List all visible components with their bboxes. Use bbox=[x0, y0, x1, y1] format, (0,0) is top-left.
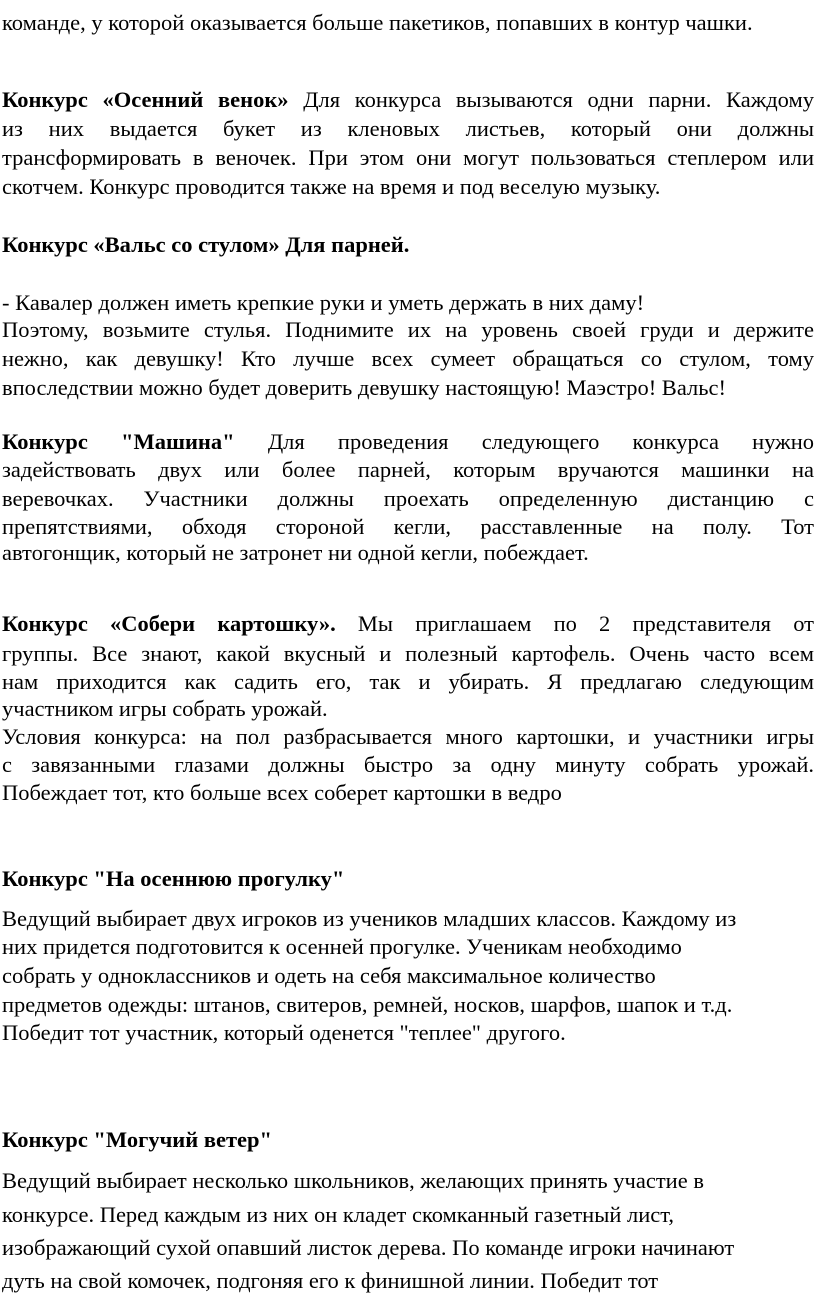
contest-title: Конкурс «Собери картошку». bbox=[2, 611, 336, 636]
text-line: собрать у одноклассников и одеть на себя максимальное количество bbox=[2, 963, 656, 988]
text-line: группы. Все знают, какой вкусный и полезный картофель. Очень часто всем bbox=[2, 641, 814, 666]
text-line: - Кавалер должен иметь крепкие руки и уметь держать в них даму! bbox=[2, 290, 645, 315]
text-line: задействовать двух или более парней, которым вручаются машинки на bbox=[2, 457, 814, 482]
text-line: команде, у которой оказывается больше пакетиков, попавших в контур чашки. bbox=[2, 10, 753, 35]
text-fragment: Для конкурса вызываются одни парни. Каждому bbox=[288, 87, 814, 112]
text-line: участником игры собрать урожай. bbox=[2, 696, 328, 721]
text-line: препятствиями, обходя стороной кегли, расставленные на полу. Тот bbox=[2, 514, 814, 539]
text-line: из них выдается букет из кленовых листьев, который они должны bbox=[2, 116, 814, 141]
contest-autumn-wreath-title-line bbox=[2, 85, 814, 114]
text-line: них придется подготовится к осенней прогулке. Ученикам необходимо bbox=[2, 934, 682, 959]
text-line: Поэтому, возьмите стулья. Поднимите их на уровень своей груди и держите bbox=[2, 317, 814, 342]
text-line: Ведущий выбирает несколько школьников, желающих принять участие в bbox=[2, 1168, 704, 1193]
text-line: Условия конкурса: на пол разбрасывается много картошки, и участники игры bbox=[2, 724, 814, 749]
text-line: Ведущий выбирает двух игроков из учеников младших классов. Каждому из bbox=[2, 906, 737, 931]
text-fragment: Для проведения следующего конкурса нужно bbox=[234, 429, 814, 454]
text-line: нам приходится как садить его, так и убирать. Я предлагаю следующим bbox=[2, 669, 814, 694]
text-line: дуть на свой комочек, подгоняя его к финишной линии. Победит тот bbox=[2, 1268, 659, 1293]
text-line: Победит тот участник, который оденется "теплее" другого. bbox=[2, 1020, 566, 1045]
contest-potato-title-line bbox=[2, 609, 814, 638]
text-line: трансформировать в веночек. При этом они могут пользоваться степлером или bbox=[2, 145, 814, 170]
text-line: веревочках. Участники должны проехать определенную дистанцию с bbox=[2, 486, 814, 511]
text-line: с завязанными глазами должны быстро за одну минуту собрать урожай. bbox=[2, 752, 814, 777]
text-line: автогонщик, который не затронет ни одной кегли, побеждает. bbox=[2, 540, 589, 565]
text-line: предметов одежды: штанов, свитеров, ремней, носков, шарфов, шапок и т.д. bbox=[2, 992, 733, 1017]
contest-car-title-line bbox=[2, 427, 814, 456]
text-fragment: Мы приглашаем по 2 представителя от bbox=[335, 611, 814, 636]
contest-title: Конкурс "На осеннюю прогулку" bbox=[2, 866, 345, 891]
contest-title: Конкурс «Вальс со стулом» Для парней. bbox=[2, 232, 410, 257]
text-line: скотчем. Конкурс проводится также на время и под веселую музыку. bbox=[2, 174, 661, 199]
text-line: впоследствии можно будет доверить девушку настоящую! Маэстро! Вальс! bbox=[2, 375, 726, 400]
text-line: Побеждает тот, кто больше всех соберет картошки в ведро bbox=[2, 780, 562, 805]
text-line: нежно, как девушку! Кто лучше всех сумеет обращаться со стулом, тому bbox=[2, 346, 814, 371]
text-line: конкурсе. Перед каждым из них он кладет скомканный газетный лист, bbox=[2, 1202, 675, 1227]
contest-title: Конкурс "Машина" bbox=[2, 429, 235, 454]
contest-title: Конкурс «Осенний венок» bbox=[2, 87, 289, 112]
contest-title: Конкурс "Могучий ветер" bbox=[2, 1127, 272, 1152]
text-line: изображающий сухой опавший листок дерева. По команде игроки начинают bbox=[2, 1235, 735, 1260]
